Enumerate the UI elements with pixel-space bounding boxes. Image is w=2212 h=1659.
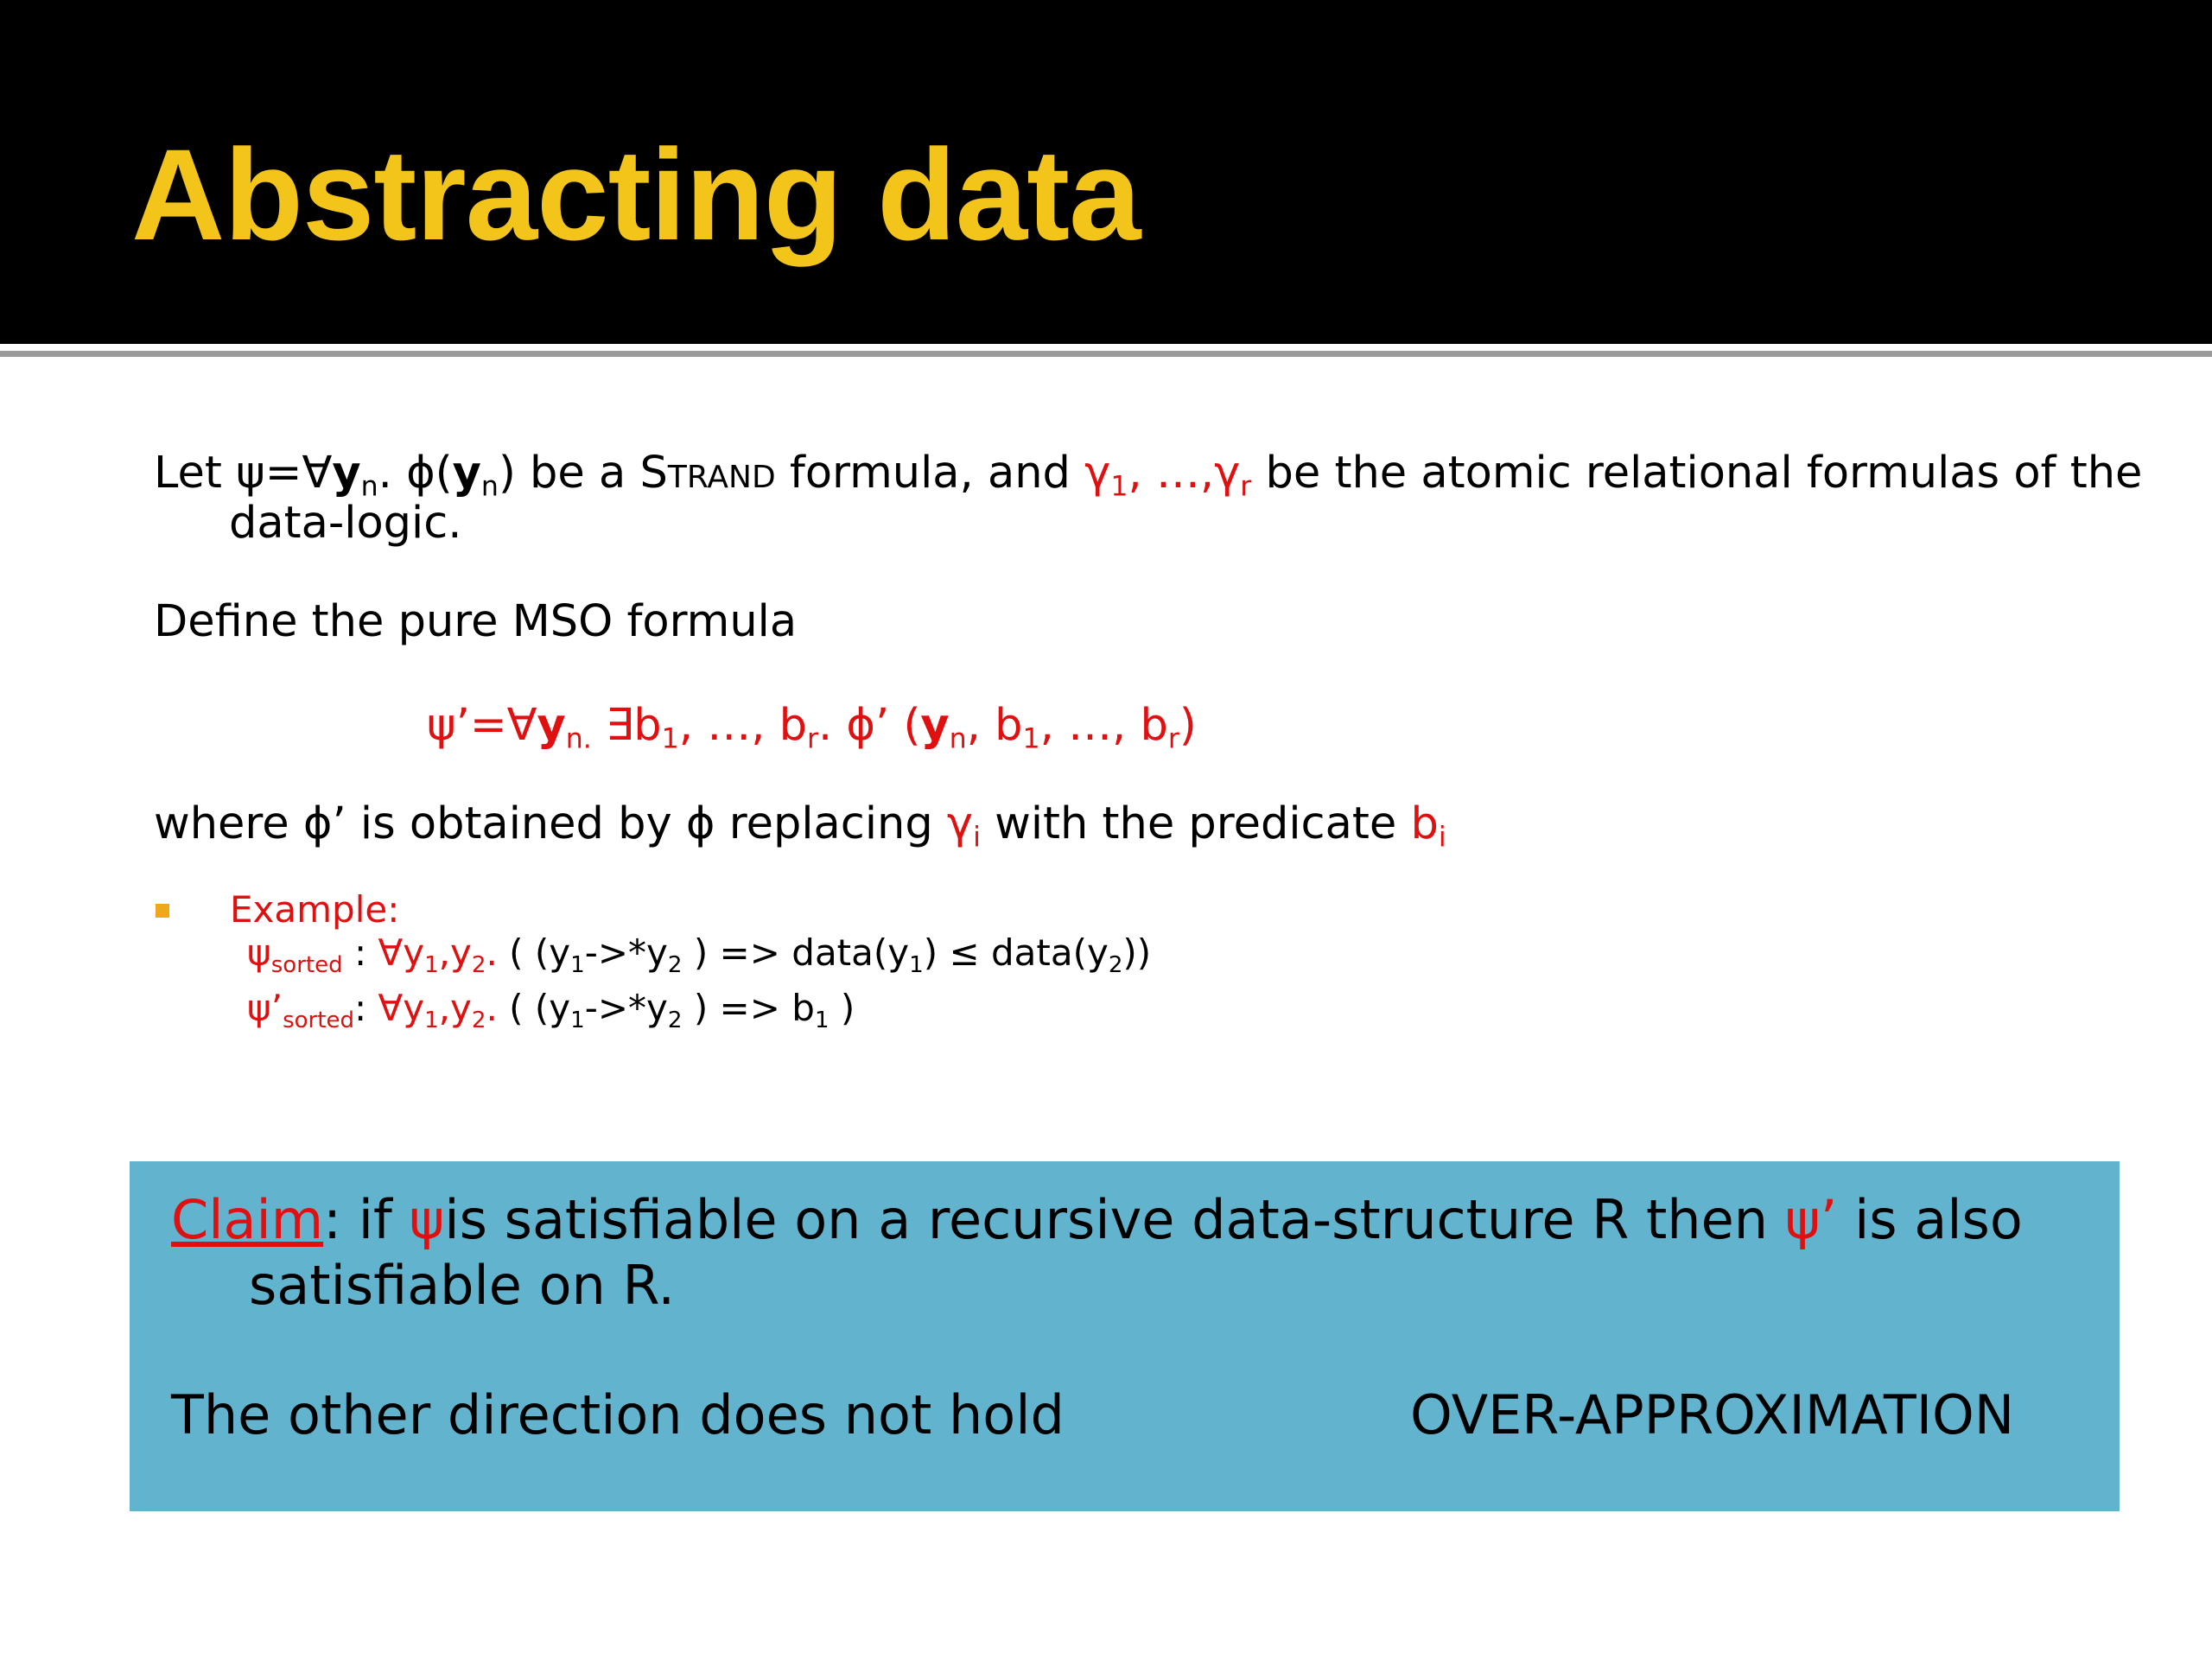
sub-n-2: n xyxy=(480,471,499,503)
f-sub-1: 1 xyxy=(661,723,679,755)
para-define: Define the pure MSO formula xyxy=(154,596,798,647)
ex1-a-sub: 1 xyxy=(570,951,585,978)
other-direction-text: The other direction does not hold xyxy=(171,1383,1065,1446)
ex2-colon: : xyxy=(354,987,378,1029)
ex1-colon: : xyxy=(342,931,378,974)
where-gamma: γ xyxy=(946,798,974,849)
where-b: b xyxy=(1410,798,1439,849)
para-let-line2: data-logic. xyxy=(229,498,462,549)
f-y-2: y xyxy=(920,700,950,751)
ex1-c: ) => data(y xyxy=(682,931,910,974)
example-label: Example: xyxy=(230,888,400,931)
atomic-text: be the atomic relational formulas of the xyxy=(1251,448,2143,499)
slide-title: Abstracting data xyxy=(131,122,1141,267)
header-rule-gray xyxy=(0,351,2212,357)
strand-smallcaps: TRAND xyxy=(667,460,776,495)
para-where xyxy=(154,798,1446,854)
f-phi-open: . ϕ’ ( xyxy=(817,700,921,751)
ex2-b-sub: 2 xyxy=(667,1007,683,1033)
ex2-sorted: sorted xyxy=(283,1007,354,1033)
claim-label: Claim xyxy=(171,1188,324,1251)
f-dots-br: , …, b xyxy=(1039,700,1168,751)
example-line-1 xyxy=(247,931,1152,978)
ex1-a: ( (y xyxy=(509,931,571,974)
claim-box xyxy=(130,1161,2120,1511)
gamma-dots: , …,γ xyxy=(1128,448,1241,499)
ex1-psi: ψ xyxy=(247,931,271,974)
mso-formula xyxy=(427,700,1197,755)
claim-also: is also xyxy=(1837,1188,2023,1251)
f-psi-forall: ψ’=∀ xyxy=(427,700,537,751)
sub-n: n xyxy=(360,471,378,503)
f-sub-1b: 1 xyxy=(1022,723,1040,755)
title-bar xyxy=(0,0,2212,344)
ex1-dot: . xyxy=(486,931,510,974)
example-line-2 xyxy=(247,987,855,1033)
strand-s: S xyxy=(639,448,668,499)
ex1-d: ) ≤ data(y xyxy=(923,931,1109,974)
claim-line-1 xyxy=(171,1189,2023,1251)
phi-open: . ϕ( xyxy=(378,448,453,499)
formula-and-text: formula, and xyxy=(775,448,1085,499)
f-sub-n: n. xyxy=(565,723,592,755)
f-close: ) xyxy=(1179,700,1197,751)
ex2-a-sub: 1 xyxy=(570,1007,585,1033)
f-sub-n-2: n xyxy=(949,723,967,755)
ex1-s1: 1 xyxy=(424,951,439,978)
ex2-s1: 1 xyxy=(424,1007,439,1033)
ex1-s2: 2 xyxy=(471,951,486,978)
ex2-s2: 2 xyxy=(471,1007,486,1033)
let-text: Let xyxy=(154,448,237,499)
var-y-2: y xyxy=(452,448,481,499)
psi-forall: ψ=∀ xyxy=(236,448,333,499)
ex1-comma: ,y xyxy=(438,931,472,974)
claim-psi-prime: ψ’ xyxy=(1784,1188,1838,1251)
f-y: y xyxy=(537,700,566,751)
ex2-c: ) => b xyxy=(682,987,815,1029)
where-b-sub: i xyxy=(1438,822,1446,854)
ex1-d-sub: 2 xyxy=(1108,951,1123,978)
ex1-e: )) xyxy=(1122,931,1152,974)
ex1-b-sub: 2 xyxy=(667,951,683,978)
claim-psi: ψ xyxy=(409,1188,445,1251)
f-sub-r: r xyxy=(806,723,818,755)
header-rule-white xyxy=(0,344,2212,351)
f-b1: , b xyxy=(966,700,1023,751)
var-y: y xyxy=(332,448,361,499)
ex2-comma: ,y xyxy=(438,987,472,1029)
gamma-sub-1: 1 xyxy=(1110,471,1128,503)
ex1-sorted: sorted xyxy=(270,951,343,978)
ex2-b: ->*y xyxy=(584,987,668,1029)
ex1-forall: ∀y xyxy=(378,931,425,974)
over-approximation-text: OVER-APPROXIMATION xyxy=(1410,1383,2015,1446)
f-exists-b: ∃b xyxy=(591,700,662,751)
where-gamma-sub: i xyxy=(973,822,981,854)
claim-if: : if xyxy=(323,1188,410,1251)
ex2-forall: ∀y xyxy=(378,987,425,1029)
gamma-1: γ xyxy=(1084,448,1111,499)
ex2-psi: ψ’ xyxy=(247,987,283,1029)
ex1-b: ->*y xyxy=(584,931,668,974)
claim-text: is satisfiable on a recursive data-structure R then xyxy=(444,1188,1785,1251)
where-predicate-text: with the predicate xyxy=(980,798,1411,849)
be-a-text: ) be a xyxy=(498,448,640,499)
para-let-line1 xyxy=(154,448,2142,504)
where-text: where ϕ’ is obtained by ϕ replacing xyxy=(154,798,947,849)
ex1-c-sub: 1 xyxy=(909,951,924,978)
claim-line-2: satisfiable on R. xyxy=(249,1254,676,1317)
f-dots-b: , …, b xyxy=(678,700,807,751)
ex2-c-sub: 1 xyxy=(814,1007,830,1033)
ex2-a: ( (y xyxy=(509,987,571,1029)
f-sub-rb: r xyxy=(1167,723,1179,755)
gamma-sub-r: r xyxy=(1240,471,1252,503)
ex2-d: ) xyxy=(829,987,855,1029)
ex2-dot: . xyxy=(486,987,510,1029)
bullet-square-icon xyxy=(156,904,169,918)
